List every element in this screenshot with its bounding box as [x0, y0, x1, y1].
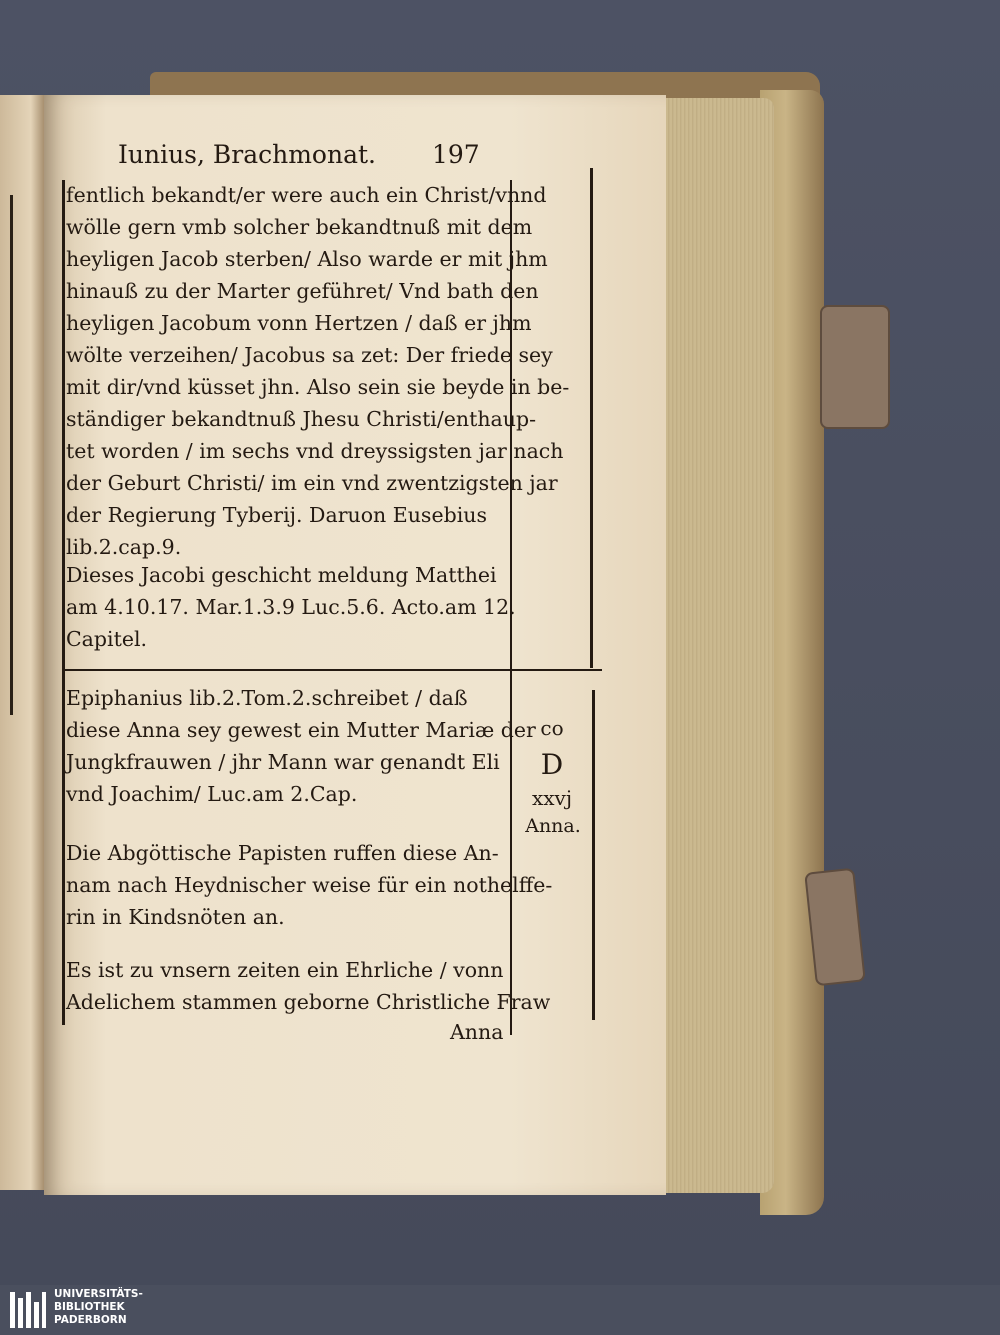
- text-line: Dieses Jacobi geschicht meldung Matthei: [66, 563, 497, 587]
- margin-outer-rule-upper: [590, 168, 593, 668]
- text-line: Epiphanius lib.2.Tom.2.schreibet / daß: [66, 686, 468, 710]
- catchword: Anna: [450, 1020, 504, 1044]
- text-line: Adelichem stammen geborne Christliche Fraw: [66, 990, 551, 1014]
- text-line: der Geburt Christi/ im ein vnd zwentzigsten jar: [66, 471, 558, 495]
- margin-note-letter: D: [540, 748, 564, 781]
- text-line: der Regierung Tyberij. Daruon Eusebius: [66, 503, 487, 527]
- left-page-fragment: [0, 95, 44, 1190]
- text-line: diese Anna sey gewest ein Mutter Mariæ der: [66, 718, 536, 742]
- text-line: vnd Joachim/ Luc.am 2.Cap.: [66, 782, 358, 806]
- margin-note-name: Anna.: [525, 815, 581, 837]
- text-line: mit dir/vnd küsset jhn. Also sein sie beyde in be-: [66, 375, 570, 399]
- text-line: Die Abgöttische Papisten ruffen diese An-: [66, 841, 499, 865]
- text-line: lib.2.cap.9.: [66, 535, 182, 559]
- section-divider: [62, 669, 602, 671]
- running-title: Iunius, Brachmonat.: [118, 140, 376, 169]
- left-column-rule: [62, 180, 65, 1025]
- library-name: [54, 1288, 143, 1327]
- text-line: fentlich bekandt/er were auch ein Christ/vnnd: [66, 183, 547, 207]
- page-block-edges: [662, 98, 774, 1193]
- text-line: hinauß zu der Marter geführet/ Vnd bath den: [66, 279, 539, 303]
- left-page-rule: [10, 195, 13, 715]
- text-line: heyligen Jacob sterben/ Also warde er mit jhm: [66, 247, 548, 271]
- text-line: Es ist zu vnsern zeiten ein Ehrliche / vonn: [66, 958, 504, 982]
- margin-note-date: xxvj: [531, 786, 573, 810]
- footer-bar: [0, 1285, 1000, 1335]
- page-number: 197: [432, 140, 480, 169]
- text-line: Capitel.: [66, 627, 148, 651]
- text-line: wölte verzeihen/ Jacobus sa zet: Der friede sey: [66, 343, 553, 367]
- text-line: am 4.10.17. Mar.1.3.9 Luc.5.6. Acto.am 12.: [66, 595, 516, 619]
- text-line: nam nach Heydnischer weise für ein nothelffe-: [66, 873, 553, 897]
- text-line: tet worden / im sechs vnd dreyssigsten jar nach: [66, 439, 564, 463]
- upper-clasp: [820, 305, 890, 429]
- text-line: heyligen Jacobum vonn Hertzen / daß er jhm: [66, 311, 532, 335]
- text-line: Jungkfrauwen / jhr Mann war genandt Eli: [66, 750, 500, 774]
- library-name-line: PADERBORN: [54, 1314, 127, 1326]
- margin-note-co: co: [540, 716, 564, 740]
- text-line: ständiger bekandtnuß Jhesu Christi/enthaup-: [66, 407, 537, 431]
- library-name-line: BIBLIOTHEK: [54, 1301, 125, 1313]
- library-logo-icon: [8, 1290, 48, 1330]
- margin-outer-rule-lower: [592, 690, 595, 1020]
- text-line: wölle gern vmb solcher bekandtnuß mit dem: [66, 215, 533, 239]
- library-name-line: UNIVERSITÄTS-: [54, 1288, 143, 1300]
- text-line: rin in Kindsnöten an.: [66, 905, 285, 929]
